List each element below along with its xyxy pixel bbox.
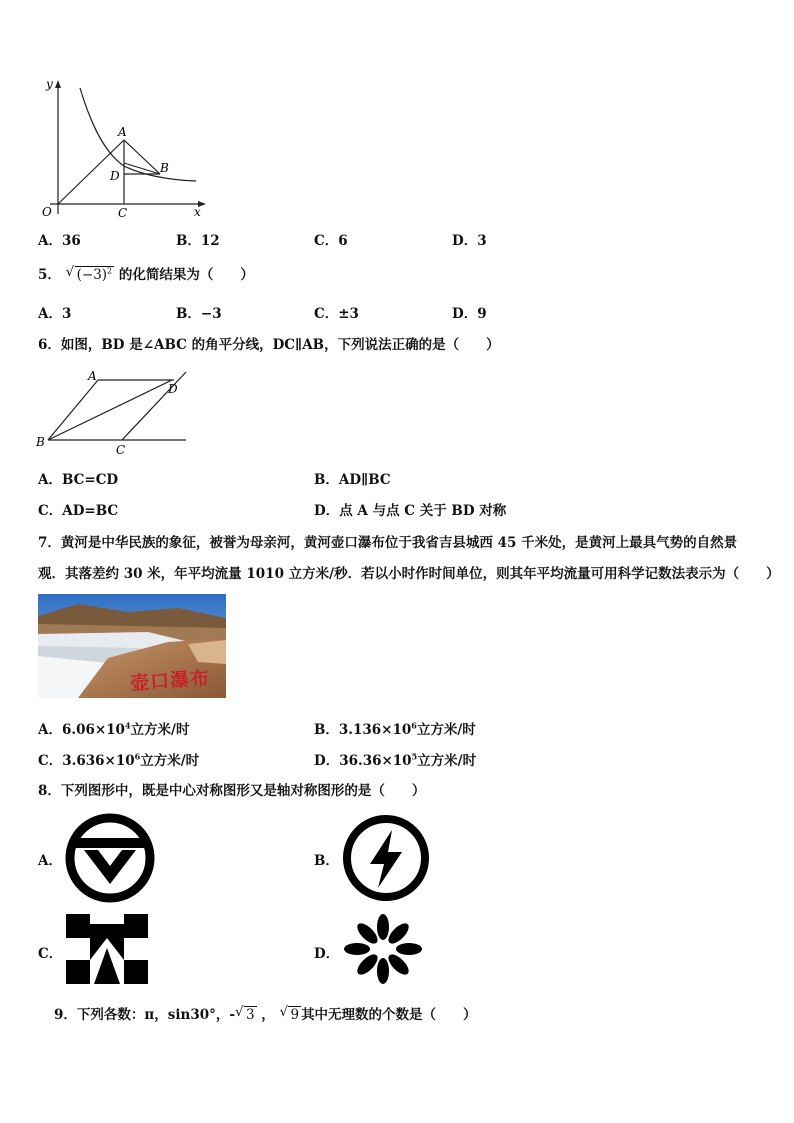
- q6-stem: 6．如图，BD 是∠ABC 的角平分线，DC∥AB，下列说法正确的是（ ）: [38, 337, 500, 353]
- q5-exponent: 2: [107, 266, 113, 276]
- q6-point-d: D: [168, 382, 178, 396]
- q7-option-a[interactable]: [38, 718, 189, 738]
- q9-sqrt9-radicand: 9: [290, 1007, 300, 1023]
- q7-option-c-base: C．3.636×10: [38, 753, 135, 769]
- q4-point-d: D: [110, 169, 120, 183]
- q7-option-b-exp: 6: [411, 720, 417, 731]
- q9-prefix: 9．下列各数：π，sin30°，-: [54, 1007, 235, 1023]
- q4-point-c: C: [118, 206, 128, 220]
- q9-sqrt3: √ 3: [234, 1004, 255, 1023]
- q4-option-b[interactable]: B．12: [176, 233, 220, 249]
- q7-option-d-unit: 立方米/时: [417, 753, 477, 769]
- q4-option-a[interactable]: A．36: [38, 233, 81, 249]
- q6-option-c[interactable]: C．AD=BC: [38, 503, 119, 519]
- q6-option-b[interactable]: B．AD∥BC: [314, 472, 391, 488]
- q5-sqrt-expression: √ $(-3)^2$: [65, 263, 113, 283]
- q7-option-a-base: A．6.06×10: [38, 722, 125, 738]
- q8-option-c-symbol-icon[interactable]: [64, 912, 150, 986]
- q7-option-a-exp: 4: [124, 720, 131, 731]
- q8-option-b-label[interactable]: B．: [314, 853, 339, 869]
- q9-sqrt9: √ 9: [279, 1004, 300, 1023]
- q8-option-a-symbol-icon[interactable]: [62, 812, 158, 904]
- q5-option-d[interactable]: D．9: [452, 306, 487, 322]
- q4-origin-label: O: [42, 205, 52, 219]
- q4-function-graph: [36, 74, 208, 222]
- q8-option-b-lightning-icon[interactable]: [340, 812, 432, 904]
- q7-option-c-unit: 立方米/时: [140, 753, 200, 769]
- q7-option-b[interactable]: [314, 718, 476, 738]
- q4-option-c[interactable]: C．6: [314, 233, 348, 249]
- q7-stem-line1: 7．黄河是中华民族的象征，被誉为母亲河，黄河壶口瀑布位于我省吉县城西 45 千米处，是黄河上最具气势的自然景: [38, 535, 738, 551]
- q4-option-d[interactable]: D．3: [452, 233, 487, 249]
- q5-radicand: (−3): [76, 267, 108, 283]
- q6-option-a[interactable]: A．BC=CD: [38, 472, 119, 488]
- q7-option-d[interactable]: [314, 749, 476, 769]
- q8-stem: 8．下列图形中，既是中心对称图形又是轴对称图形的是（ ）: [38, 783, 426, 799]
- q7-option-a-unit: 立方米/时: [130, 722, 190, 738]
- q7-waterfall-photo: [38, 594, 226, 698]
- q6-option-d[interactable]: D．点 A 与点 C 关于 BD 对称: [314, 503, 507, 519]
- q8-option-d-label[interactable]: D．: [314, 946, 340, 962]
- q5-option-c[interactable]: C．±3: [314, 306, 359, 322]
- q4-axis-y: y: [46, 77, 53, 91]
- q6-point-c: C: [116, 443, 126, 456]
- q7-option-b-unit: 立方米/时: [416, 722, 476, 738]
- q6-point-a: A: [88, 369, 97, 383]
- q7-photo-caption: 壶口瀑布: [129, 667, 211, 695]
- q9-sqrt3-radicand: 3: [245, 1007, 255, 1023]
- q8-option-a-label[interactable]: A．: [38, 853, 62, 869]
- q4-point-a: A: [118, 125, 127, 139]
- q4-point-b: B: [160, 161, 169, 175]
- q9-separator: ，: [261, 1007, 275, 1023]
- q7-option-c-exp: 6: [134, 751, 141, 762]
- q7-option-b-base: B．3.136×10: [314, 722, 412, 738]
- q7-stem-line2: 观．其落差约 30 米，年平均流量 1010 立方米/秒．若以小时作时间单位，则其年平均流量可用科学记数法表示为（ ）: [38, 566, 780, 582]
- q8-option-c-label[interactable]: C．: [38, 946, 63, 962]
- q8-option-d-flower-icon[interactable]: [340, 912, 426, 986]
- q6-parallelogram-figure: [36, 366, 188, 456]
- q7-option-d-base: D．36.36×10: [314, 753, 412, 769]
- q9-stem: [54, 1003, 477, 1023]
- q6-point-b: B: [36, 435, 45, 449]
- q4-axis-x: x: [194, 205, 201, 219]
- q5-stem: [38, 263, 254, 283]
- q5-option-a[interactable]: A．3: [38, 306, 72, 322]
- q9-suffix: 其中无理数的个数是（ ）: [301, 1007, 477, 1023]
- q7-option-d-exp: 5: [411, 751, 418, 762]
- q7-option-c[interactable]: [38, 749, 199, 769]
- q5-text: 的化简结果为（ ）: [118, 267, 254, 283]
- q5-option-b[interactable]: B．−3: [176, 306, 222, 322]
- q5-number: 5．: [38, 267, 61, 283]
